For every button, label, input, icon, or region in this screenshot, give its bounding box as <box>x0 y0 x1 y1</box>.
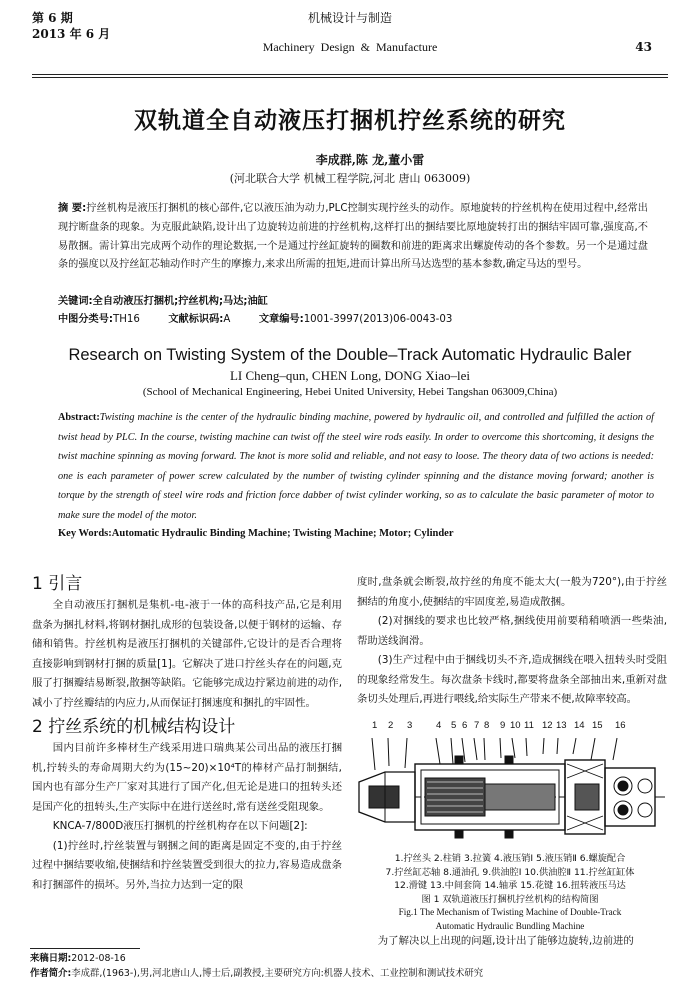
received-label: 来稿日期: <box>30 953 72 964</box>
fig-num-16: 16 <box>615 720 626 731</box>
twisting-mechanism-drawing <box>355 738 667 848</box>
affiliation-zh: (河北联合大学 机械工程学院,河北 唐山 063009) <box>229 172 471 185</box>
article-no-label: 文章编号: <box>258 314 304 325</box>
right-column-continued <box>357 932 672 952</box>
paper-title-en: Research on Twisting System of the Double–Track Automatic Hydraulic Baler <box>68 346 632 364</box>
abstract-en-text: Twisting machine is the center of the hydraulic binding machine, powered by hydraulic oil, and controlled and fulfilled the action of twist head by PLC. In the course, twisting machine can twist off the steel wire rods easily. In order to overcome this shortcoming, it designs the twist machine spinning as moving forward. The knot is more solid and reliable, and not easy to loose. The theory data of two actions is needed: one is each parameter of power screw calculated by the number of twisting cylinder spinning and the distance moving forward; another is torque by the strength of steel wire rods and friction force dabber of twist cylinder working, so as to calculate the basic parameter of motor to make sure the model of the motor. <box>58 412 654 521</box>
section-2-paragraph-2: KNCA-7/800D液压打捆机的拧丝机构存在以下问题[2]: <box>52 820 308 832</box>
left-column <box>32 572 342 895</box>
header-rule-thin <box>32 77 668 78</box>
journal-name-zh: 机械设计与制造 <box>307 11 392 25</box>
keywords-zh-label: 关键词: <box>58 296 93 307</box>
received-date <box>30 952 670 966</box>
keywords-zh-text: 全自动液压打捆机;拧丝机构;马达;油缸 <box>92 296 268 307</box>
doc-code-label: 文献标识码: <box>168 314 224 325</box>
journal-name <box>0 10 700 26</box>
issue-number: 第 6 期 <box>32 11 73 25</box>
abstract-en-label: Abstract: <box>58 412 100 423</box>
mechanism-diagram <box>355 738 667 848</box>
right-paragraph-4: 为了解决以上出现的问题,设计出了能够边旋转,边前进的 <box>377 935 634 947</box>
header-rule <box>32 74 668 75</box>
abstract-zh-label: 摘 要: <box>58 203 87 214</box>
figure-caption-en-2: Automatic Hydraulic Bundling Machine <box>435 920 585 931</box>
section-1-paragraph: 全自动液压打捆机是集机-电-液于一体的高科技产品,它是利用盘条为捆扎材料,将钢材捆扎成形的包装设备,以便于钢材的运输、存储和销售。拧丝机构是液压打捆机的关键部件,它设计的是否合理将直接影响到钢材打捆的质量[1]。它解决了进口拧丝头存在的问题,克服了打捆瓣结易断裂,散捆等缺陷。它能够完成边拧紧边前进的动作,减小了拧丝瓣结的内应力,从而保证打捆速度和捆扎的牢固性。 <box>32 599 342 709</box>
fig-num-13: 13 <box>556 720 567 731</box>
fig-num-2: 2 <box>388 720 394 731</box>
fig-num-3: 3 <box>407 720 413 731</box>
keywords-en-label: Key Words: <box>58 528 112 539</box>
article-no-value: 1001-3997(2013)06-0043-03 <box>303 314 453 325</box>
fig-num-1: 1 <box>372 720 378 731</box>
author-bio <box>30 967 670 981</box>
fig-num-6: 6 <box>462 720 468 731</box>
footnote-rule <box>30 948 140 949</box>
fig-num-14: 14 <box>574 720 585 731</box>
journal-name-en: Machinery Design & Manufacture <box>262 40 438 54</box>
fig-num-9: 9 <box>500 720 506 731</box>
paper-title-zh: 双轨道全自动液压打捆机拧丝系统的研究 <box>134 107 566 134</box>
figure-caption-en-1: Fig.1 The Mechanism of Twisting Machine of Double-Track <box>398 907 622 917</box>
author-bio-text: 李成群,(1963-),男,河北唐山人,博士后,副教授,主要研究方向:机器人技术、工业控制和测试技术研究 <box>71 968 484 979</box>
fig-num-8: 8 <box>484 720 490 731</box>
author-bio-label: 作者简介: <box>30 968 72 979</box>
fig-num-5: 5 <box>451 720 457 731</box>
figure-legend <box>345 852 675 933</box>
fig-num-7: 7 <box>474 720 480 731</box>
fig-num-15: 15 <box>592 720 603 731</box>
figure-part-numbers <box>362 720 662 734</box>
received-value: 2012-08-16 <box>71 953 126 964</box>
fig-num-12: 12 <box>542 720 553 731</box>
section-2-heading: 2 拧丝系统的机械结构设计 <box>32 717 236 737</box>
figure-legend-line-2: 7.拧丝缸芯轴 8.通油孔 9.供油腔Ⅰ 10.供油腔Ⅱ 11.拧丝缸缸体 <box>385 866 635 878</box>
abstract-en <box>58 408 654 526</box>
keywords-zh <box>58 294 658 309</box>
classification-zh <box>58 312 658 327</box>
authors-en: LI Cheng–qun, CHEN Long, DONG Xiao–lei <box>229 368 471 383</box>
abstract-zh <box>58 200 648 275</box>
fig-num-4: 4 <box>436 720 442 731</box>
authors-zh: 李成群,陈 龙,董小雷 <box>315 153 425 167</box>
figure-legend-line-3: 12.滑键 13.中间套筒 14.轴承 15.花键 16.扭转液压马达 <box>394 880 626 891</box>
doc-code-value: A <box>223 314 231 325</box>
clc-value: TH16 <box>113 314 140 325</box>
section-1-heading: 1 引言 <box>32 574 83 594</box>
section-2-paragraph-1: 国内目前许多棒材生产线采用进口瑞典某公司出品的液压打捆机,拧转头的寿命周期大约为(15~20)×10⁴T的棒材产品打制捆结,国内也有部分生产厂家对其进行了国产化,但无论是进口的扭转头还是国产化的扭转头,生产实际中在进行送丝时,常有送丝受阻现象。 <box>32 742 342 813</box>
right-paragraph-2: (2)对捆线的要求也比较严格,捆线使用前要稍稍喷洒一些柴油,帮助送线润滑。 <box>357 615 667 647</box>
affiliation-en: (School of Mechanical Engineering, Hebei United University, Hebei Tangshan 063009,China) <box>142 386 558 398</box>
fig-num-10: 10 <box>510 720 521 731</box>
abstract-zh-text: 拧丝机构是液压打捆机的核心部件,它以液压油为动力,PLC控制实现拧丝头的动作。原地旋转的拧丝机构在使用过程中,经常出现拧断盘条的现象。为克服此缺陷,设计出了边旋转边前进的拧丝机构,这样打出的捆结要比原地旋转打出的捆结牢固可靠,强度高,不易散捆。需计算出完成两个动作的理论数据,一个是通过拧丝缸旋转的圈数和前进的距离求出螺旋传动的各个参数。另一个是通过盘条的强度以及拧丝缸芯轴动作时产生的摩擦力,来求出所需的扭矩,进而计算出所马达选型的基本参数,确定马达的型号。 <box>58 203 648 271</box>
figure-legend-line-1: 1.拧丝头 2.柱销 3.拉簧 4.液压销Ⅰ 5.液压销Ⅱ 6.螺旋配合 <box>394 853 626 864</box>
section-2-paragraph-3: (1)拧丝时,拧丝装置与钢捆之间的距离是固定不变的,由于拧丝过程中捆结要收缩,使捆结和拧丝装置受到很大的拉力,容易造成盘条和打捆部件的损坏。另外,当拉力达到一定的限 <box>32 839 342 891</box>
right-column <box>357 573 667 710</box>
page-number: 43 <box>635 40 652 54</box>
right-paragraph-1: 度时,盘条就会断裂,故拧丝的角度不能太大(一般为720°),由于拧丝捆结的角度小,使捆结的牢固度差,易造成散捆。 <box>357 576 667 608</box>
keywords-en <box>58 528 658 539</box>
keywords-en-text: Automatic Hydraulic Binding Machine; Twisting Machine; Motor; Cylinder <box>111 528 454 539</box>
figure-caption-zh: 图 1 双轨道液压打捆机拧丝机构的结构简图 <box>421 893 599 905</box>
right-paragraph-3: (3)生产过程中由于捆线切头不齐,造成捆线在喂入扭转头时受阻的现象经常发生。每次盘条卡线时,都要将盘条全部抽出来,重新对盘条切头处理后,再进行喂线,给实际生产带来不便,故障率较高。 <box>357 654 667 705</box>
fig-num-11: 11 <box>524 720 534 731</box>
clc-label: 中图分类号: <box>58 314 114 325</box>
issue-date: 2013 年 6 月 <box>32 27 111 41</box>
